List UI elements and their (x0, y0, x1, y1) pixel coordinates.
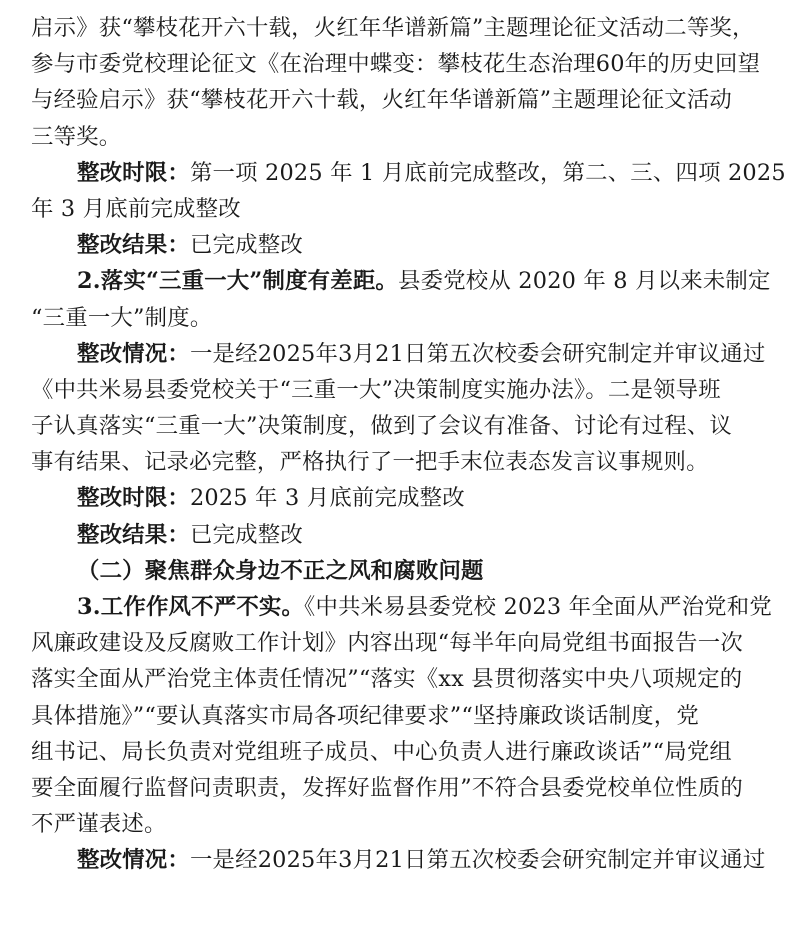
line-lead: 整改时限： (77, 485, 190, 512)
line-lead: 整改结果： (77, 521, 190, 548)
line-text: 一是经2025年3月21日第五次校委会研究制定并审议通过 (189, 340, 766, 367)
line-text: 参与市委党校理论征文《在治理中蝶变：攀枝花生态治理60年的历史回望 (31, 51, 761, 78)
text-line-23 (31, 806, 779, 842)
rectify-result-line (31, 517, 779, 553)
line-lead: 整改时限： (77, 159, 190, 186)
text-line-13 (31, 444, 779, 480)
line-text: 县委党校从 2020 年 8 月以来未制定 (398, 268, 771, 295)
section-heading-text: （二）聚焦群众身边不正之风和腐败问题 (77, 557, 484, 584)
text-line-4 (31, 119, 779, 155)
line-text: 与经验启示》获“攀枝花开六十载，火红年华谱新篇”主题理论征文活动 (31, 87, 733, 114)
line-text: 《中共米易县委党校 2023 年全面从严治党和党 (304, 594, 772, 620)
text-line-21 (31, 734, 779, 770)
line-lead: 3.工作作风不严不实。 (77, 594, 305, 620)
line-text: 一是经2025年3月21日第五次校委会研究制定并审议通过 (189, 847, 766, 874)
text-line-11 (31, 372, 779, 408)
line-lead: 2.落实“三重一大”制度有差距。 (77, 268, 399, 295)
rectify-deadline-line (31, 480, 779, 516)
line-lead: 整改情况： (77, 847, 190, 874)
line-text: 2025 年 3 月底前完成整改 (189, 485, 465, 512)
text-line-18 (31, 625, 779, 661)
text-line-9 (31, 300, 779, 336)
line-text: 已完成整改 (189, 521, 303, 548)
line-text: 不严谨表述。 (31, 811, 167, 838)
line-text: 具体措施》”“要认真落实市局各项纪律要求”“坚持廉政谈话制度，党 (31, 702, 699, 729)
line-lead: 整改情况： (77, 340, 190, 367)
line-text: 第一项 2025 年 1 月底前完成整改，第二、三、四项 2025 (189, 159, 786, 186)
text-line-6 (31, 191, 779, 227)
text-line-1 (31, 10, 779, 46)
rectify-status-line (31, 336, 779, 372)
line-text: 风廉政建设及反腐败工作计划》内容出现“每半年向局党组书面报告一次 (31, 630, 743, 657)
line-text: 事有结果、记录必完整，严格执行了一把手末位表态发言议事规则。 (31, 449, 709, 476)
line-text: 已完成整改 (189, 232, 303, 259)
document-page (31, 10, 786, 879)
text-line-20 (31, 698, 779, 734)
text-line-12 (31, 408, 779, 444)
line-text: 三等奖。 (31, 123, 122, 150)
rectify-deadline-line (31, 155, 786, 191)
issue-3-heading-line (31, 589, 779, 625)
rectify-status-line (31, 842, 779, 878)
text-line-2 (31, 46, 779, 82)
line-lead: 整改结果： (77, 232, 190, 259)
issue-2-heading-line (31, 263, 779, 299)
line-text: 年 3 月底前完成整改 (31, 195, 241, 222)
section-heading (31, 553, 779, 589)
text-line-22 (31, 770, 779, 806)
text-line-19 (31, 661, 779, 697)
line-text: 落实全面从严治党主体责任情况”“落实《xx 县贯彻落实中央八项规定的 (31, 666, 743, 693)
line-text: 要全面履行监督问责职责，发挥好监督作用”不符合县委党校单位性质的 (31, 774, 743, 801)
line-text: 子认真落实“三重一大”决策制度，做到了会议有准备、讨论有过程、议 (31, 413, 733, 440)
text-line-3 (31, 82, 779, 118)
line-text: 启示》获“攀枝花开六十载，火红年华谱新篇”主题理论征文活动二等奖， (31, 15, 755, 41)
rectify-result-line (31, 227, 779, 263)
line-text: “三重一大”制度。 (31, 304, 213, 331)
line-text: 组书记、局长负责对党组班子成员、中心负责人进行廉政谈话”“局党组 (31, 738, 733, 765)
line-text: 《中共米易县委党校关于“三重一大”决策制度实施办法》。二是领导班 (31, 376, 721, 403)
